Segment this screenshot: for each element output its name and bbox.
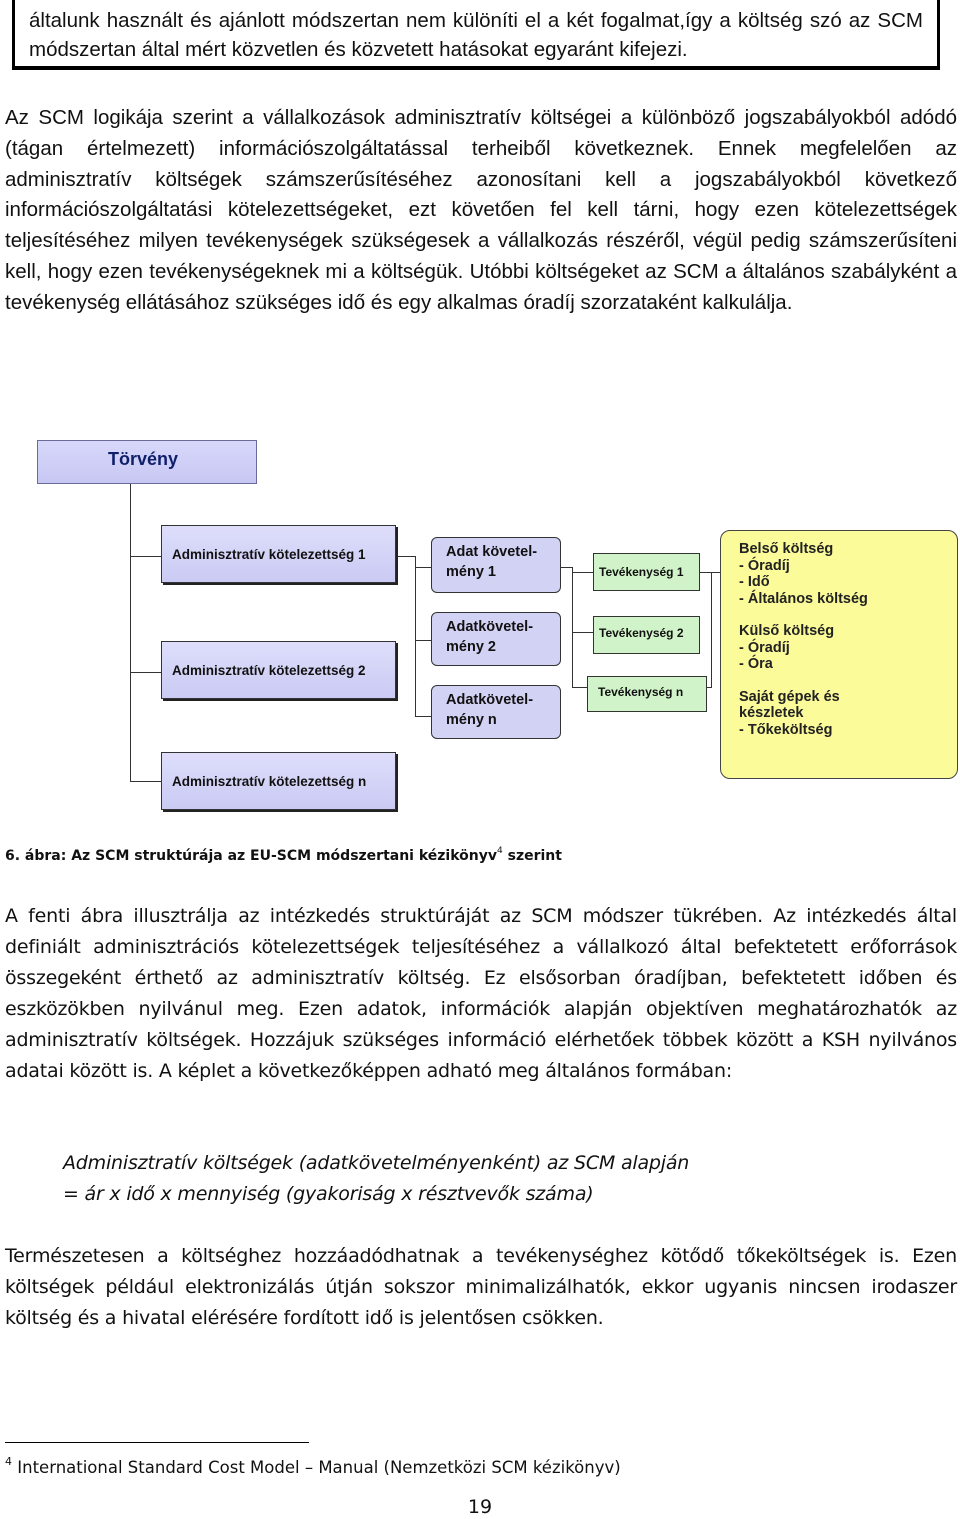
data-requirement-box-n: Adatkövetel- mény n (431, 685, 561, 739)
boxed-paragraph: általunk használt és ajánlott módszertan nem különíti el a két fogalmat,így a költség szó az SCM módszertan által mért közvetlen és közvetett hatásokat egyaránt kifejezi. (29, 9, 923, 61)
internal-cost-group: Belső költség - Óradíj - Idő - Általános költség (739, 541, 868, 607)
activity-box-2: Tevékenység 2 (593, 616, 700, 654)
obligation-box-1: Adminisztratív kötelezettség 1 (161, 525, 396, 583)
data-requirement-box-1: Adat követel- mény 1 (431, 537, 561, 593)
obligation-box-2: Adminisztratív kötelezettség 2 (161, 641, 396, 699)
cost-types-box (720, 530, 958, 779)
activity-box-n: Tevékenység n (587, 676, 707, 712)
connector-line (130, 672, 161, 673)
footnote: $^4$ International Standard Cost Model – Manual (Nemzetközi SCM kézikönyv) (5, 1455, 621, 1477)
connector-line (396, 556, 416, 557)
activity-box-1: Tevékenység 1 (593, 553, 700, 591)
figure-caption: 6. ábra: Az SCM struktúrája az EU-SCM módszertani kézikönyv$^4$ szerint (5, 846, 562, 864)
continued-text-box (12, 0, 940, 70)
data-requirement-box-2: Adatkövetel- mény 2 (431, 612, 561, 666)
connector-line (711, 572, 712, 688)
connector-line (707, 687, 712, 688)
connector-line (572, 687, 587, 688)
connector-line (130, 781, 161, 782)
connector-line (711, 572, 720, 573)
law-box: Törvény (37, 440, 257, 484)
connector-line (415, 716, 431, 717)
connector-line (572, 632, 593, 633)
connector-line (130, 484, 131, 781)
connector-line (415, 556, 416, 717)
connector-line (572, 567, 573, 688)
connector-line (415, 640, 431, 641)
paragraph-scm-logic: Az SCM logikája szerint a vállalkozások adminisztratív költségei a különböző jogszabályokból adódó (tágan értelmezett) információszolgáltatással terheiből következnek. Ennek megfelelően az adminisztratív költségek számszerűsítéséhez azonosítani kell a jogszabályokból következő információszolgáltatási kötelezettségeket, ezt követően fel kell tárni, hogy ezen kötelezettségek teljesítéséhez milyen tevékenységek szükségesek a vállalkozás részéről, végül pedig számszerűsíteni kell, hogy ezen tevékenységeknek mi a költségük. Utóbbi költségeket az SCM a általános szabályként a tevékenység ellátásához szükséges idő és egy alkalmas óradíj szorzataként kalkulálja. (5, 106, 957, 314)
cost-formula: Adminisztratív költségek (adatkövetelményenként) az SCM alapján = ár x idő x mennyiség (gyakoriság x résztvevők száma) (63, 1152, 690, 1205)
connector-line (572, 572, 593, 573)
page-number: 19 (467, 1496, 493, 1518)
connector-line (415, 567, 431, 568)
footnote-ref: 4 (497, 846, 503, 856)
paragraph-figure-explanation: A fenti ábra illusztrálja az intézkedés struktúráját az SCM módszer tükrében. Az intézkedés által definiált adminisztrációs kötelezettségek teljesítéséhez a vállalkozó által befektetett erőforrások összegeként érthető az adminisztratív költség. Ez elsősorban óradíjban, befektetett időben és eszközökben nyilvánul meg. Ezen adatok, információk alapján objektíven meghatározhatók az adminisztratív költségek. Hozzájuk szükséges információ elérhetőek többek között a KSH nyilvános adatai között is. A képlet a következőképpen adható meg általános formában: (5, 905, 957, 1082)
capital-cost-group: Saját gépek és készletek - Tőkeköltség (739, 688, 840, 738)
external-cost-group: Külső költség - Óradíj - Óra (739, 623, 835, 672)
connector-line (130, 556, 161, 557)
obligation-box-n: Adminisztratív kötelezettség n (161, 752, 396, 810)
paragraph-capital-costs: Természetesen a költséghez hozzáadódhatnak a tevékenységhez kötődő tőkeköltségek is. Ezen költségek például elektronizálás útján sokszor minimalizálhatók, ekkor ugyanis nincsen irodaszer költség és a hivatal elérésére fordított idő is jelentősen csökken. (5, 1245, 957, 1329)
footnote-separator (5, 1442, 309, 1443)
